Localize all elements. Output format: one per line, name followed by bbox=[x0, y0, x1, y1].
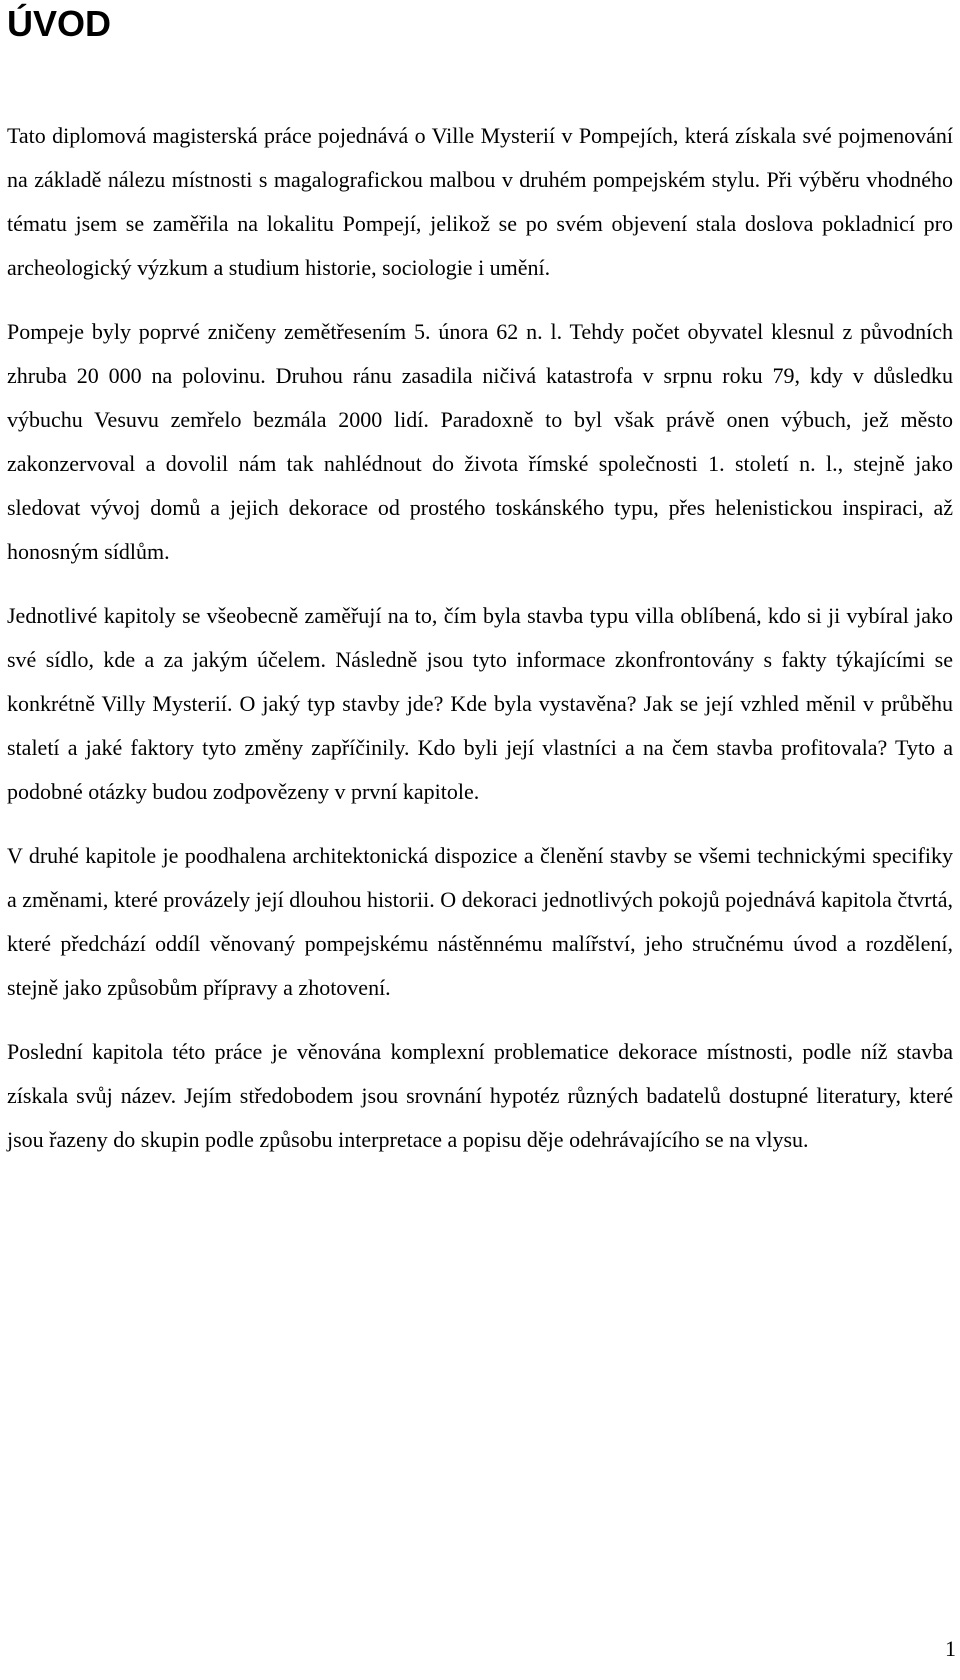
paragraph-chapter-one: Jednotlivé kapitoly se všeobecně zaměřují na to, čím byla stavba typu villa oblíbená, kdo si ji vybíral jako své sídlo, kde a za jakým účelem. Následně jsou tyto informace zkonfrontovány s fakty týkajícími se konkrétně Villy Mysterií. O jaký typ stavby jde? Kde byla vystavěna? Jak se její vzhled měnil v průběhu staletí a jaké faktory tyto změny zapříčinily. Kdo byli její vlastníci a na čem stavba profitovala? Tyto a podobné otázky budou zodpovězeny v první kapitole. bbox=[7, 603, 953, 804]
page-number: 1 bbox=[945, 1636, 956, 1661]
paragraph-chapters-two-four: V druhé kapitole je poodhalena architektonická dispozice a členění stavby se všemi technickými specifiky a změnami, které provázely její dlouhou historii. O dekoraci jednotlivých pokojů pojednává kapitola čtvrtá, které předchází oddíl věnovaný pompejskému nástěnnému malířství, jeho stručnému úvod a rozdělení, stejně jako způsobům přípravy a zhotovení. bbox=[7, 843, 953, 1000]
paragraph-intro: Tato diplomová magisterská práce pojednává o Ville Mysterií v Pompejích, která získala své pojmenování na základě nálezu místnosti s magalografickou malbou v druhém pompejském stylu. Při výběru vhodného tématu jsem se zaměřila na lokalitu Pompejí, jelikož se po svém objevení stala doslova pokladnicí pro archeologický výzkum a studium historie, sociologie i umění. bbox=[7, 123, 953, 280]
paragraph-last-chapter: Poslední kapitola této práce je věnována komplexní problematice dekorace místnosti, podle níž stavba získala svůj název. Jejím středobodem jsou srovnání hypotéz různých badatelů dostupné literatury, které jsou řazeny do skupin podle způsobu interpretace a popisu děje odehrávajícího se na vlysu. bbox=[7, 1039, 953, 1152]
page-heading: ÚVOD bbox=[7, 3, 112, 44]
paragraph-history: Pompeje byly poprvé zničeny zemětřesením 5. února 62 n. l. Tehdy počet obyvatel klesnul z původních zhruba 20 000 na polovinu. Druhou ránu zasadila ničivá katastrofa v srpnu roku 79, kdy v důsledku výbuchu Vesuvu zemřelo bezmála 2000 lidí. Paradoxně to byl však právě onen výbuch, jež město zakonzervoval a dovolil nám tak nahlédnout do života římské společnosti 1. století n. l., stejně jako sledovat vývoj domů a jejich dekorace od prostého toskánského typu, přes helenistickou inspiraci, až honosným sídlům. bbox=[7, 319, 953, 564]
body-text bbox=[7, 114, 953, 1182]
